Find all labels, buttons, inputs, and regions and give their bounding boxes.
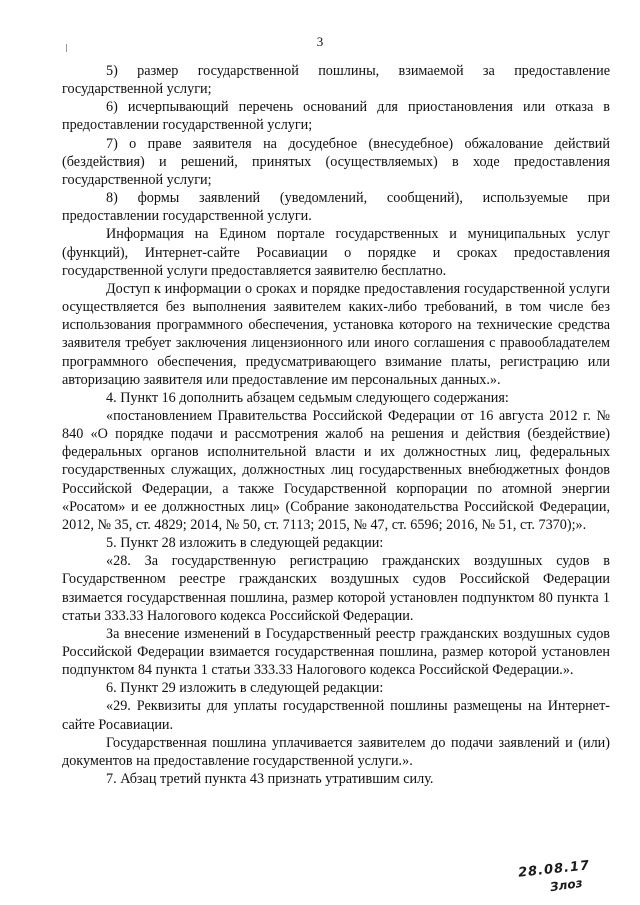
paragraph-13: «29. Реквизиты для уплаты государственной пошлины размещены на Интернет-сайте Росавиации. bbox=[62, 698, 610, 733]
paragraph-1: 5) размер государственной пошлины, взимаемой за предоставление государственной услуги; bbox=[62, 63, 610, 98]
paragraph-12: 6. Пункт 29 изложить в следующей редакции: bbox=[106, 680, 384, 697]
paragraph-7: 4. Пункт 16 дополнить абзацем седьмым следующего содержания: bbox=[106, 389, 509, 406]
handwritten-date: 28.08.17 bbox=[517, 858, 591, 881]
paragraph-2: 6) исчерпывающий перечень оснований для приостановления или отказа в предоставлении государственной услуги; bbox=[62, 99, 610, 134]
handwritten-signature: Злоз bbox=[549, 875, 584, 895]
paragraph-5: Информация на Едином портале государственных и муниципальных услуг (функций), Интернет-сайте Росавиации о порядке и сроках предоставления государственной услуги предоставляется заявителю бесплатно. bbox=[62, 226, 610, 279]
page-number: 3 bbox=[316, 34, 324, 49]
paragraph-14: Государственная пошлина уплачивается заявителем до подачи заявлений и (или) документов на предоставление государственной услуги.». bbox=[62, 734, 610, 769]
paragraph-3: 7) о праве заявителя на досудебное (внесудебное) обжалование действий (бездействия) и решений, принятых (осуществляемых) в ходе предоставления государственной услуги; bbox=[62, 135, 610, 188]
paragraph-11: За внесение изменений в Государственный реестр гражданских воздушных судов Российской Федерации взимается государственная пошлина, размер которой установлен подпунктом 84 пункта 1 статьи 333.33 Налогового кодекса Российской Федерации.». bbox=[62, 625, 610, 679]
paragraph-4: 8) формы заявлений (уведомлений, сообщений), используемые при предоставлении государственной услуги. bbox=[62, 190, 610, 225]
document-body bbox=[62, 62, 610, 788]
paragraph-6: Доступ к информации о сроках и порядке предоставления государственной услуги осуществляется без выполнения заявителем каких-либо требований, в том числе без использования программного обеспечения, установка которого на технические средства заявителя требует заключения лицензионного или иного соглашения с правообладателем программного обеспечения, предусматривающего взимание платы, регистрацию или авторизацию заявителя или предоставление им персональных данных.». bbox=[62, 280, 610, 388]
paragraph-15: 7. Абзац третий пункта 43 признать утратившим силу. bbox=[106, 771, 434, 788]
paragraph-10: «28. За государственную регистрацию гражданских воздушных судов в Государственном реестре гражданских воздушных судов Российской Федерации взимается государственная пошлина, размер которой установлен подпунктом 80 пункта 1 статьи 333.33 Налогового кодекса Российской Федерации. bbox=[62, 553, 610, 624]
paragraph-9: 5. Пункт 28 изложить в следующей редакции: bbox=[106, 535, 384, 552]
paragraph-8: «постановлением Правительства Российской Федерации от 16 августа 2012 г. № 840 «О порядке подачи и рассмотрения жалоб на решения и действия (бездействие) федеральных органов исполнительной власти и их должностных лиц, федеральных государственных служащих, должностных лиц государственных внебюджетных фондов Российской Федерации, а также Государственной корпорации по атомной энергии «Росатом» и ее должностных лиц» (Собрание законодательства Российской Федерации, 2012, № 35, ст. 4829; 2014, № 50, ст. 7113; 2015, № 47, ст. 6596; 2016, № 51, ст. 7370);». bbox=[62, 407, 610, 533]
